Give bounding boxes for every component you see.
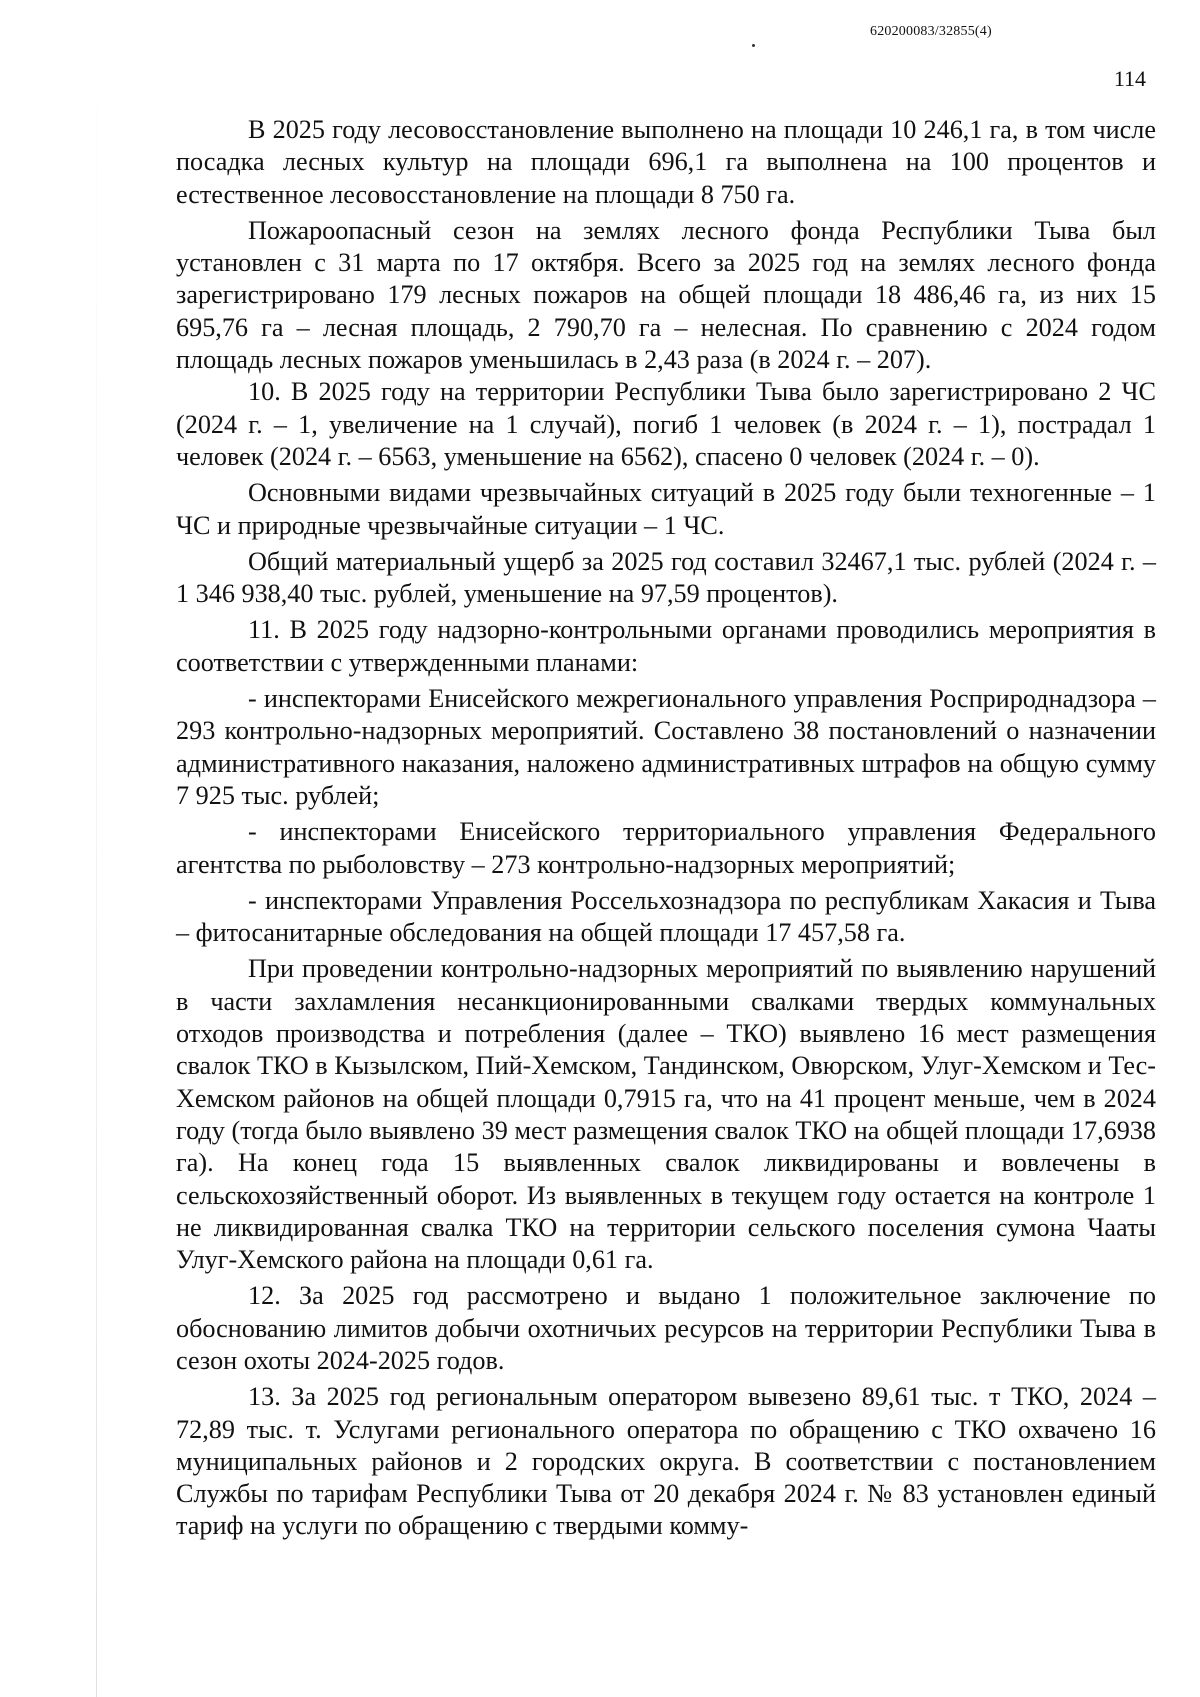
list-item-rosselkhoznadzor: - инспекторами Управления Россельхознадзора по республикам Хакасия и Тыва – фитосанитарные обследования на общей площади 17 457,58 га.	[176, 885, 1156, 948]
scan-edge	[96, 0, 97, 1697]
paragraph-supervision-intro: 11. В 2025 году надзорно-контрольными органами проводились мероприятия в соответствии с утвержденными планами:	[176, 615, 1156, 677]
document-id: 620200083/32855(4)	[870, 24, 992, 39]
page-body	[176, 114, 1156, 1543]
paragraph-emergencies: 10. В 2025 году на территории Республики Тыва было зарегистрировано 2 ЧС (2024 г. – 1, увеличение на 1 случай), погиб 1 человек (в 2024 г. – 1), пострадал 1 человек (2024 г. – 6563, уменьшение на 6562), спасено 0 человек (2024 г. – 0).	[176, 377, 1156, 471]
paragraph-reforestation: В 2025 году лесовосстановление выполнено на площади 10 246,1 га, в том числе посадка лесных культур на площади 696,1 га выполнена на 100 процентов и естественное лесовосстановление на площади 8 750 га.	[176, 115, 1156, 209]
paragraph-material-damage: Общий материальный ущерб за 2025 год составил 32467,1 тыс. рублей (2024 г. – 1 346 938,40 тыс. рублей, уменьшение на 97,59 процентов).	[176, 546, 1156, 609]
list-item-fishery-agency: - инспекторами Енисейского территориального управления Федерального агентства по рыболовству – 273 контрольно-надзорных мероприятий;	[176, 817, 1156, 879]
paragraph-regional-operator: 13. За 2025 год региональным оператором вывезено 89,61 тыс. т ТКО, 2024 – 72,89 тыс. т. Услугами регионального оператора по обращению с ТКО охвачено 16 муниципальных районов и 2 городских округа. В соответствии с постановлением Службы по тарифам Республики Тыва от 20 декабря 2024 г. № 83 установлен единый тариф на услуги по обращению с твердыми комму-	[176, 1382, 1156, 1541]
list-item-rosprirodnadzor: - инспекторами Енисейского межрегионального управления Росприроднадзора – 293 контрольно-надзорных мероприятий. Составлено 38 постановлений о назначении административного наказания, наложено административных штрафов на общую сумму 7 925 тыс. рублей;	[176, 684, 1156, 810]
paragraph-hunting-limits: 12. За 2025 год рассмотрено и выдано 1 положительное заключение по обоснованию лимитов добычи охотничьих ресурсов на территории Республики Тыва в сезон охоты 2024-2025 годов.	[176, 1281, 1156, 1375]
paragraph-fire-season: Пожароопасный сезон на землях лесного фонда Республики Тыва был установлен с 31 марта по 17 октября. Всего за 2025 год на землях лесного фонда зарегистрировано 179 лесных пожаров на общей площади 18 486,46 га, из них 15 695,76 га – лесная площадь, 2 790,70 га – нелесная. По сравнению с 2024 годом площадь лесных пожаров уменьшилась в 2,43 раза (в 2024 г. – 207).	[176, 215, 1156, 375]
scan-speck	[752, 44, 755, 47]
paragraph-emergency-types: Основными видами чрезвычайных ситуаций в 2025 году были техногенные – 1 ЧС и природные чрезвычайные ситуации – 1 ЧС.	[176, 478, 1156, 540]
page-number: 114	[1113, 66, 1146, 91]
paragraph-waste-dumps: При проведении контрольно-надзорных мероприятий по выявлению нарушений в части захламления несанкционированными свалками твердых коммунальных отходов производства и потребления (далее – ТКО) выявлено 16 мест размещения свалок ТКО в Кызылском, Пий-Хемском, Тандинском, Овюрском, Улуг-Хемском и Тес-Хемском районов на общей площади 0,7915 га, что на 41 процент меньше, чем в 2024 году (тогда было выявлено 39 мест размещения свалок ТКО на общей площади 17,6938 га). На конец года 15 выявленных свалок ликвидированы и вовлечены в сельскохозяйственный оборот. Из выявленных в текущем году остается на контроле 1 не ликвидированная свалка ТКО на территории сельского поселения сумона Чааты Улуг-Хемского района на площади 0,61 га.	[176, 954, 1156, 1275]
